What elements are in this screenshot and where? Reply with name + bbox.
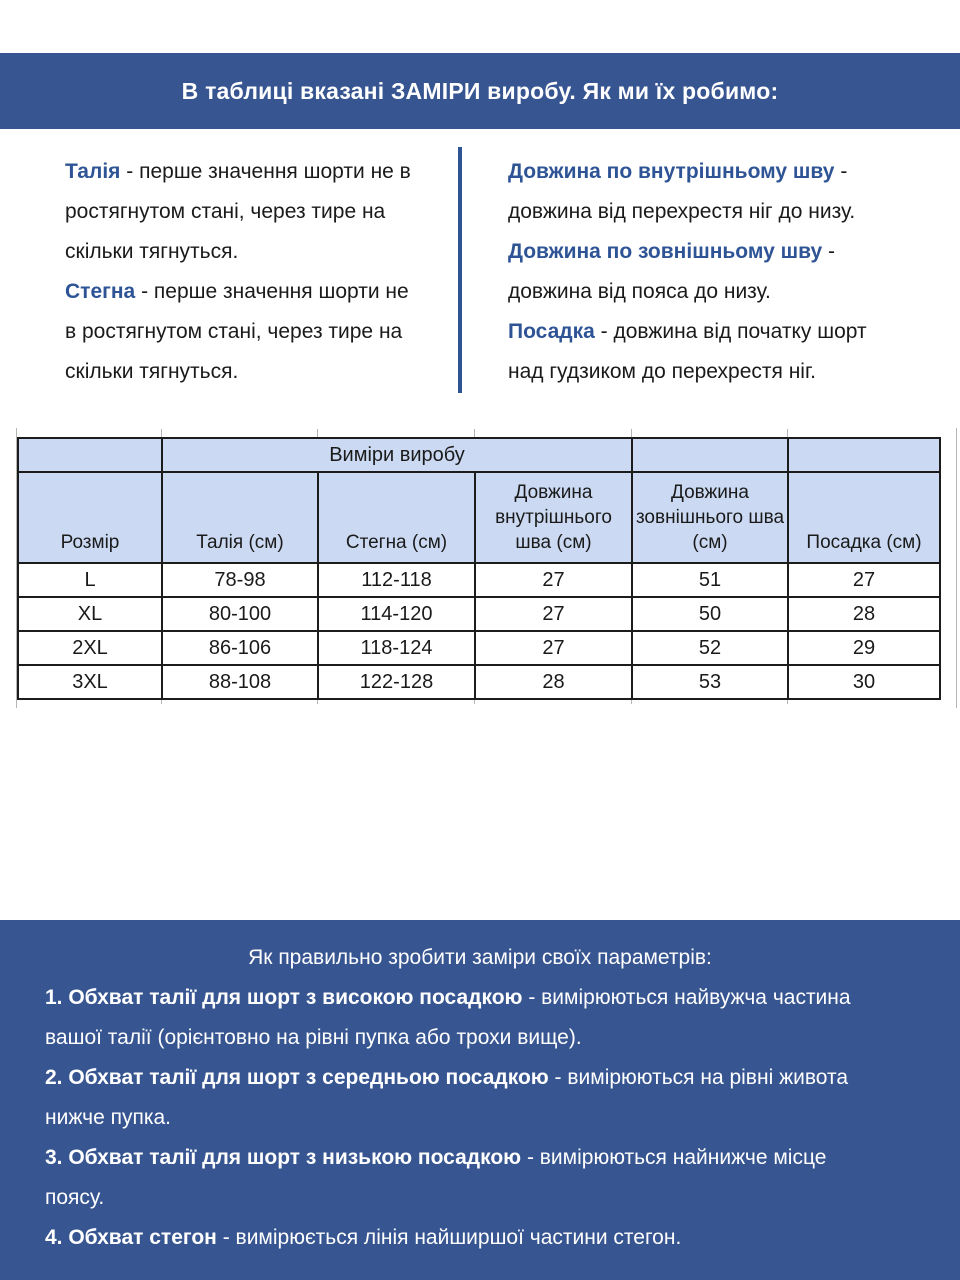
text-line [0, 1018, 960, 1058]
text-line [65, 312, 411, 352]
table-row [18, 631, 940, 665]
table-row [18, 665, 940, 699]
gridline-tick [161, 429, 162, 437]
value-cell: 112-118 [318, 563, 475, 597]
text-segment: - перше значення шорти не [135, 280, 409, 303]
bottom-banner-text [0, 938, 960, 1258]
text-line [0, 938, 960, 978]
text-line [65, 152, 411, 192]
text-line [0, 1058, 960, 1098]
column-header-cell: Розмір [18, 472, 162, 563]
table-row [18, 563, 940, 597]
text-segment: ростягнутом стані, через тире на [65, 200, 386, 223]
value-cell: 29 [788, 631, 940, 665]
term-label: Талія [65, 160, 121, 183]
text-segment: довжина від пояса до низу. [508, 280, 771, 303]
top-banner [0, 53, 960, 129]
empty-header-cell [632, 438, 788, 472]
value-cell: 28 [788, 597, 940, 631]
value-cell: 118-124 [318, 631, 475, 665]
empty-header-cell [18, 438, 162, 472]
value-cell: 27 [475, 563, 632, 597]
term-label: Посадка [508, 320, 595, 343]
text-line [65, 352, 411, 392]
value-cell: 122-128 [318, 665, 475, 699]
text-line [0, 1218, 960, 1258]
text-segment: - перше значення шорти не в [120, 160, 411, 183]
column-header-cell: Довжина зовнішнього шва (см) [632, 472, 788, 563]
text-line [508, 232, 867, 272]
text-segment: Як правильно зробити заміри своїх параметрів: [248, 946, 712, 969]
value-cell: 30 [788, 665, 940, 699]
gridline-tick [631, 429, 632, 437]
value-cell: 27 [475, 597, 632, 631]
value-cell: 80-100 [162, 597, 318, 631]
text-segment: - вимірюються на рівні живота [548, 1066, 849, 1089]
gridline-tick [787, 429, 788, 437]
empty-header-cell [788, 438, 940, 472]
definitions-right-column [508, 152, 867, 392]
merged-header-cell: Виміри виробу [162, 438, 632, 472]
value-cell: 114-120 [318, 597, 475, 631]
size-cell: 2XL [18, 631, 162, 665]
text-line [0, 1098, 960, 1138]
term-label: Довжина по зовнішньому шву [508, 240, 823, 263]
text-segment: - вимірюється лінія найширшої частини стегон. [216, 1226, 682, 1249]
table-merged-header-row [18, 438, 940, 472]
table-column-header-row [18, 472, 940, 563]
value-cell: 50 [632, 597, 788, 631]
text-line [508, 272, 867, 312]
text-segment: вашої талії (орієнтовно на рівні пупка або трохи вище). [45, 1026, 582, 1049]
text-segment: довжина від перехрестя ніг до низу. [508, 200, 856, 223]
text-line [508, 312, 867, 352]
column-header-cell: Стегна (см) [318, 472, 475, 563]
text-line [65, 272, 411, 312]
text-segment: в ростягнутом стані, через тире на [65, 320, 403, 343]
text-segment: - [822, 240, 836, 263]
term-label: Довжина по внутрішньому шву [508, 160, 835, 183]
column-header-cell: Довжина внутрішнього шва (см) [475, 472, 632, 563]
gridline-tick [317, 429, 318, 437]
text-segment: скільки тягнуться. [65, 240, 239, 263]
text-line [0, 1178, 960, 1218]
text-segment: - довжина від початку шорт [594, 320, 867, 343]
bottom-banner [0, 920, 960, 1280]
term-label: 3. Обхват талії для шорт з низькою посадкою [45, 1146, 522, 1169]
value-cell: 51 [632, 563, 788, 597]
term-label: 4. Обхват стегон [45, 1226, 217, 1249]
text-line [508, 192, 867, 232]
gridline-vertical-right [956, 428, 957, 708]
text-line [508, 352, 867, 392]
size-table [17, 437, 941, 700]
text-segment: поясу. [45, 1186, 105, 1209]
column-header-cell: Посадка (см) [788, 472, 940, 563]
term-label: 1. Обхват талії для шорт з високою посадкою [45, 986, 523, 1009]
text-line [0, 978, 960, 1018]
term-label: Стегна [65, 280, 136, 303]
value-cell: 88-108 [162, 665, 318, 699]
size-cell: 3XL [18, 665, 162, 699]
value-cell: 86-106 [162, 631, 318, 665]
size-cell: XL [18, 597, 162, 631]
value-cell: 53 [632, 665, 788, 699]
value-cell: 27 [788, 563, 940, 597]
value-cell: 28 [475, 665, 632, 699]
text-segment: нижче пупка. [45, 1106, 171, 1129]
text-line [65, 232, 411, 272]
text-segment: над гудзиком до перехрестя ніг. [508, 360, 816, 383]
text-line [65, 192, 411, 232]
value-cell: 52 [632, 631, 788, 665]
text-line [508, 152, 867, 192]
text-segment: - [834, 160, 848, 183]
value-cell: 27 [475, 631, 632, 665]
table-row [18, 597, 940, 631]
term-label: 2. Обхват талії для шорт з середньою посадкою [45, 1066, 549, 1089]
text-segment: - вимірюються найнижче місце [521, 1146, 827, 1169]
definitions-left-column [65, 152, 411, 392]
text-line [0, 1138, 960, 1178]
value-cell: 78-98 [162, 563, 318, 597]
top-banner-title: В таблиці вказані ЗАМІРИ виробу. Як ми їх робимо: [181, 77, 779, 104]
vertical-divider [458, 147, 462, 393]
text-segment: - вимірюються найвужча частина [522, 986, 851, 1009]
column-header-cell: Талія (см) [162, 472, 318, 563]
gridline-tick [474, 429, 475, 437]
size-cell: L [18, 563, 162, 597]
text-segment: скільки тягнуться. [65, 360, 239, 383]
